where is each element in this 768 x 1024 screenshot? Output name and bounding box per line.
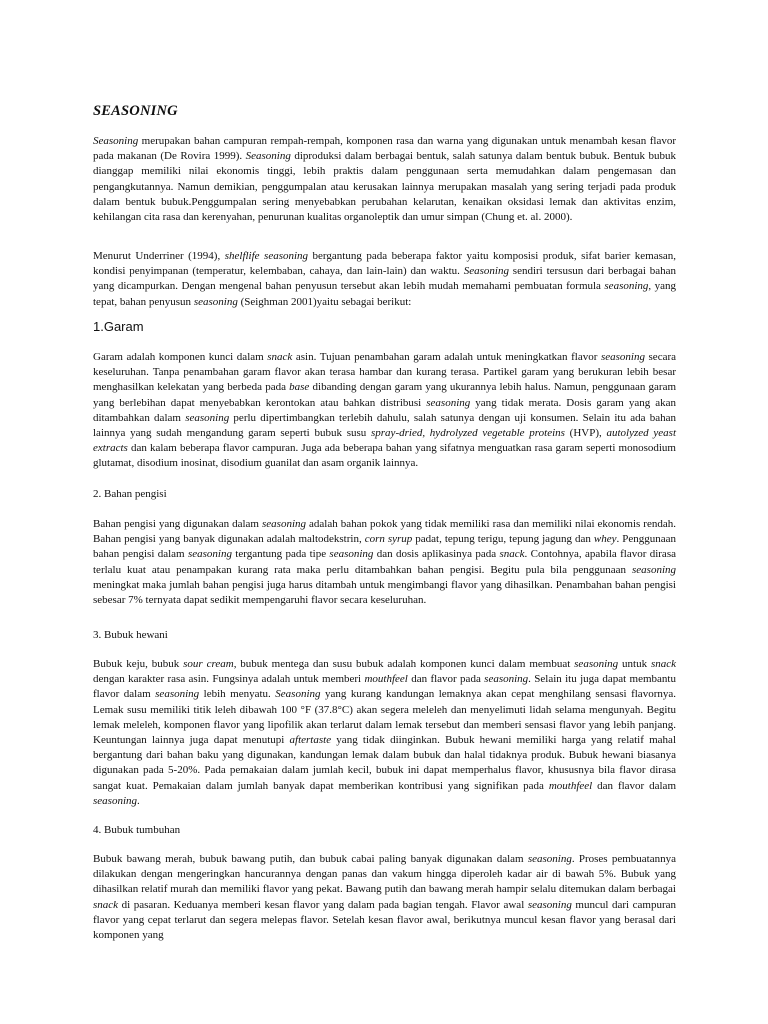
italic-term: seasoning — [484, 673, 529, 686]
shelflife-paragraph — [93, 249, 676, 310]
italic-term: base — [289, 381, 310, 394]
italic-term: snack — [650, 658, 677, 670]
text-run: (Seighman 2001)yaitu sebagai berikut: — [237, 295, 412, 308]
text-run: . Contohnya, apabila flavor dirasa terlalu kuat atau penampakan kurang rata maka perlu ditambahkan bahan pengisi. Begitu pula bila penggunaan — [93, 548, 676, 576]
italic-term: snack — [267, 351, 293, 363]
italic-term: seasoning — [155, 688, 200, 701]
text-run: . Selain itu juga dapat membantu flavor dalam — [93, 673, 676, 701]
text-run: , yang tepat, bahan penyusun — [93, 280, 676, 308]
text-run: dengan karakter rasa asin. Fungsinya adalah untuk memberi — [93, 673, 365, 686]
text-run: perlu dipertimbangkan terlebih dahulu, salah satunya dengan uji konsumen. Selain itu ada bahan lainnya yang sudah mengandung garam seperti bubuk susu — [93, 411, 676, 440]
text-run: Bahan pengisi yang digunakan dalam — [93, 518, 262, 530]
italic-term: spray-dried, hydrolyzed vegetable proteins — [371, 427, 565, 440]
text-run: diproduksi dalam berbagai bentuk, salah satunya dalam bentuk bubuk. Bentuk bubuk dianggap memiliki nilai ekonomis tinggi, lebih praktis dalam penggunaan serta memudahkan dalam pengemasan dan pengangkutannya. Namun demikian, penggumpalan atau kerusakan lainnya merupakan masalah yang sering terjadi pada produk dalam bentuk bubuk.Penggumpalan sering menyebabkan perubahan kelarutan, kenaikan oksidasi lemak dan aktivitas enzim, kehilangan cita rasa dan kerenyahan, penurunan kualitas organoleptik dan umur simpan (Chung et. al. 2000). — [93, 150, 676, 224]
bubuk-tumbuhan-paragraph — [93, 852, 676, 943]
italic-term: Seasoning — [463, 265, 509, 278]
text-run: bergantung pada beberapa faktor yaitu komposisi produk, sifat barier kemasan, kondisi penyimpanan (temperatur, kelembaban, cahaya, dan lain-lain) dan waktu. — [93, 250, 676, 278]
text-run: , bubuk mentega dan susu bubuk adalah komponen kunci dalam membuat — [233, 658, 575, 670]
italic-term: whey — [593, 533, 617, 546]
text-run: muncul dari campuran flavor yang cepat terlarut dan segera melepas flavor. Setelah kesan flavor awal, berikutnya muncul kesan flavor yang berasal dari komponen yang — [93, 898, 677, 942]
text-run: . Proses pembuatannya dilakukan dengan mengeringkan hancurannya dengan panas dan vakum hingga diperoleh kadar air di bawah 5%. Bubuk yang dihasilkan relatif murah dan memiliki flavor yang pekat. Bawang putih dan bawang merah hampir selalu ditemukan dalam berbagai — [93, 853, 676, 896]
garam-paragraph — [93, 350, 676, 472]
italic-term: Seasoning — [245, 150, 291, 163]
italic-term: seasoning — [93, 794, 137, 807]
text-run: lebih menyatu. — [199, 688, 276, 701]
text-run: untuk — [618, 658, 651, 670]
italic-term: snack — [93, 898, 119, 911]
italic-term: snack — [499, 548, 525, 561]
section-heading-bahan-pengisi: 2. Bahan pengisi — [93, 488, 167, 500]
italic-term: Seasoning — [93, 135, 139, 147]
text-run: padat, tepung terigu, tepung jagung dan — [412, 533, 594, 546]
text-run: merupakan bahan campuran rempah-rempah, komponen rasa dan warna yang digunakan untuk menambah kesan flavor pada makanan (De Rovira 1999). — [93, 135, 676, 163]
text-run: asin. Tujuan penambahan garam adalah untuk meningkatkan flavor — [292, 351, 601, 363]
text-run: Menurut Underriner (1994), — [93, 250, 225, 262]
text-run: tergantung pada tipe — [231, 548, 330, 561]
text-run: sendiri tersusun dari berbagai bahan yang dicampurkan. Dengan mengenal bahan penyusun tersebut akan lebih mudah memahami pembuatan formula — [93, 265, 676, 293]
italic-term: seasoning — [426, 396, 471, 409]
intro-paragraph — [93, 134, 676, 225]
italic-term: seasoning — [185, 411, 230, 424]
italic-term: seasoning — [574, 658, 619, 670]
italic-term: seasoning — [329, 548, 374, 561]
text-run: dan flavor pada — [407, 673, 485, 686]
italic-term: corn syrup — [364, 533, 413, 546]
section-heading-garam: 1.Garam — [93, 319, 144, 334]
italic-term: mouthfeel — [364, 673, 408, 686]
text-run: dan dosis aplikasinya pada — [373, 548, 500, 561]
italic-term: shelflife seasoning — [224, 250, 309, 262]
italic-term: sour cream — [183, 658, 234, 670]
italic-term: aftertaste — [289, 734, 332, 747]
text-run: Garam adalah komponen kunci dalam — [93, 351, 268, 363]
section-heading-bubuk-hewani: 3. Bubuk hewani — [93, 629, 168, 641]
text-run: . Penggunaan bahan pengisi dalam — [93, 533, 677, 561]
text-run: yang tidak merata. Dosis garam yang akan ditambahkan dalam — [93, 396, 676, 424]
italic-term: Seasoning — [275, 688, 321, 701]
text-run: yang kurang kandungan lemaknya akan cepat menghilang sensasi flavornya. Lemak susu memiliki titik leleh dibawah 100 °F (37.8°C) akan segera meleleh dan menyelimuti lidah selama mengunyah. Begitu lemak meleleh, komponen flavor yang lipofilik akan terlarut dalam lemak tersebut dan memberi sensasi flavor yang lebih panjang. Keuntungan lainnya juga dapat menutupi — [93, 688, 676, 747]
italic-term: mouthfeel — [548, 779, 593, 792]
text-run: dibanding dengan garam yang ukurannya lebih halus. Namun, penggunaan garam yang berlebihan dapat menyebabkan kerontokan atau bahkan distribusi — [93, 381, 677, 409]
text-run: Bubuk bawang merah, bubuk bawang putih, dan bubuk cabai paling banyak digunakan dalam — [93, 853, 528, 865]
italic-term: seasoning — [187, 548, 232, 561]
text-run: Bubuk keju, bubuk — [93, 658, 184, 670]
text-run: di pasaran. Keduanya memberi kesan flavor yang dalam pada bagian tengah. Flavor awal — [118, 898, 528, 911]
italic-term: seasoning — [632, 563, 676, 576]
text-run: dan kalam beberapa flavor campuran. Juga ada beberapa bahan yang sifatnya menguatkan rasa garam seperti monosodium glutamat, disodium inosinat, disodium guanilat dan asam organik lainnya. — [93, 442, 676, 470]
bubuk-hewani-paragraph — [93, 657, 676, 809]
text-run: meningkat maka jumlah bahan pengisi juga harus ditambah untuk mengimbangi flavor yang dihasilkan. Penambahan bahan pengisi sebesar 7% ternyata dapat sedikit mempengaruhi flavor secara keseluruhan. — [93, 578, 676, 607]
text-run: secara keseluruhan. Tanpa penambahan garam flavor akan terasa hambar dan kurang terasa. Partikel garam yang berukuran lebih besar menghasilkan kelekatan yang berbeda pada — [93, 351, 677, 394]
italic-term: seasoning — [600, 351, 645, 363]
section-heading-bubuk-tumbuhan: 4. Bubuk tumbuhan — [93, 824, 181, 836]
italic-term: seasoning — [262, 518, 306, 530]
italic-term: seasoning — [527, 898, 572, 911]
bahan-pengisi-paragraph — [93, 517, 676, 608]
text-run: adalah bahan pokok yang tidak memiliki rasa dan memiliki nilai ekonomis rendah. Bahan pengisi yang banyak digunakan adalah maltodekstrin, — [93, 518, 676, 546]
italic-term: seasoning — [604, 280, 649, 293]
text-run: yang tidak diinginkan. Bubuk hewani memiliki harga yang relatif mahal bergantung dari bahan baku yang digunakan, kandungan lemak dalam bubuk dan halal tidaknya produk. Bubuk hewani biasanya digunakan pada 5-20%. Pada pemakaian dalam jumlah kecil, bubuk ini dapat memperhalus flavor, khususnya bila flavor dirasa sangat kuat. Pemakaian dalam jumlah banyak dapat memberikan kontribusi yang signifikan pada — [93, 734, 676, 792]
italic-term: seasoning — [193, 295, 238, 308]
italic-term: autolyzed yeast extracts — [93, 427, 676, 455]
italic-term: seasoning — [527, 853, 572, 865]
text-run: (HVP), — [564, 427, 607, 440]
text-run: dan flavor dalam — [592, 779, 676, 792]
document-title: SEASONING — [93, 103, 178, 119]
text-run: . — [137, 794, 140, 807]
